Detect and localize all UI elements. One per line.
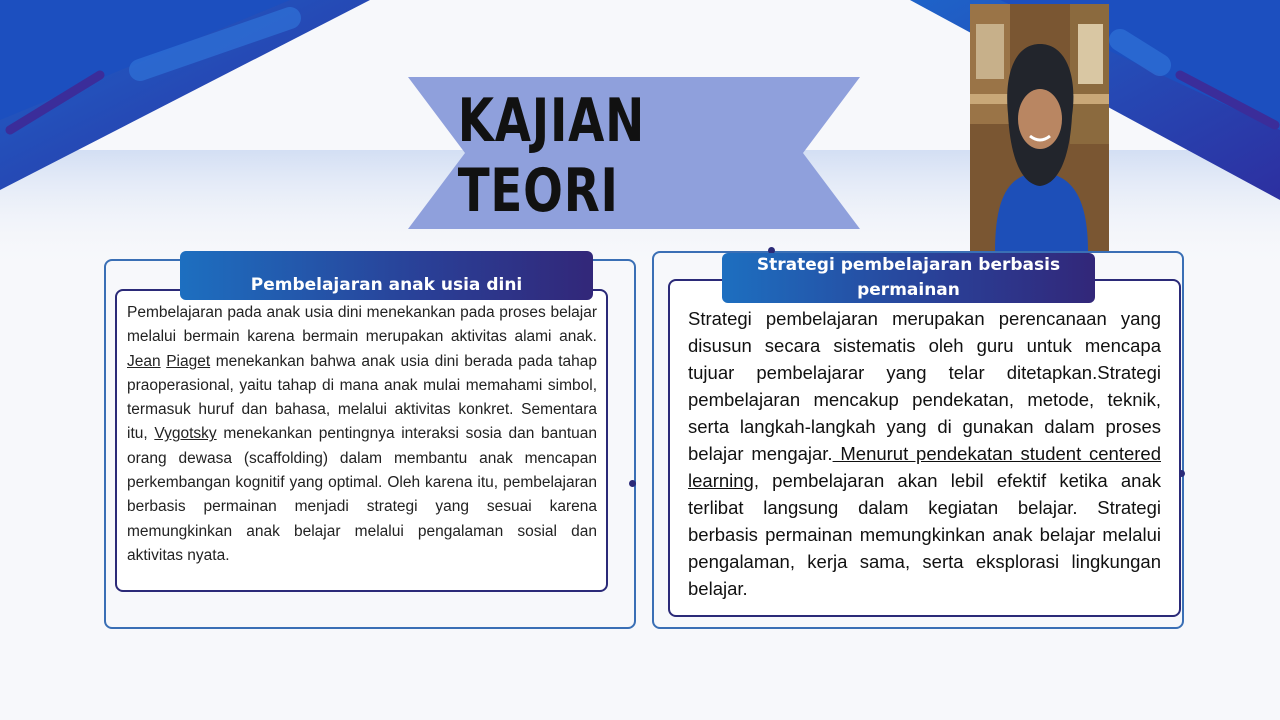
right-card-text <box>688 305 1161 602</box>
right-text-part-2: , pembelajaran akan lebil efektif ketika anak terlibat langsung dalam kegiatan belajar. Strategi berbasis permainan memungkinkan anak belajar melalui pengalaman, kerja sama, serta eksplorasi lingkungan belajar. <box>688 470 1161 599</box>
right-card-header-label: Strategi pembelajaran berbasis permainan <box>756 255 1061 300</box>
left-card-text <box>127 301 597 568</box>
name-vygotsky: Vygotsky <box>154 425 217 443</box>
right-text-part-1: Strategi pembelajaran merupakan perencanaan yang disusun secara sistematis oleh guru untuk mencapa tujuar pembelajarar yang telar ditetapkan.Strategi pembelajaran mencakup pendekatan, metode, teknik, serta langkah-langkah yang di gunakan dalam proses belajar mengajar. <box>688 308 1161 464</box>
left-card-header <box>180 251 593 300</box>
student-centered-phrase: Menurut pendekatan student centered learning <box>688 443 1161 491</box>
connector-dot <box>629 480 636 487</box>
page-title: KAJIAN TEORI <box>457 86 646 226</box>
presenter-video-icon <box>970 4 1109 252</box>
left-card <box>115 289 608 592</box>
title-banner <box>408 77 860 229</box>
name-piaget: Piaget <box>166 352 211 370</box>
left-text-part-2: menekankan bahwa anak usia dini berada pada tahap praoperasional, yaitu tahap di mana anak mulai memahami simbol, termasuk huruf dan bahasa, melalui aktivitas konkret. Sementara itu, <box>127 352 597 443</box>
left-text-part-3: menekankan pentingnya interaksi sosia dan bantuan orang dewasa (scaffolding) dalam membantu anak mencapan perkembangan kognitif yang optimal. Oleh karena itu, pembelajaran berbasis permainan menjadi strategi yang sesuai karena memungkinkan anak belajar melalui pengalaman sosial dan aktivitas nyata. <box>127 425 597 564</box>
right-card-header <box>722 253 1095 303</box>
left-card-header-label: Pembelajaran anak usia dini <box>250 275 523 295</box>
right-card <box>668 279 1181 617</box>
presenter-webcam <box>970 4 1109 252</box>
left-text-part-1: Pembelajaran pada anak usia dini menekankan pada proses belajar melalui bermain karena bermain merupakan aktivitas alami anak. <box>127 304 597 346</box>
name-jean: Jean <box>127 352 161 370</box>
